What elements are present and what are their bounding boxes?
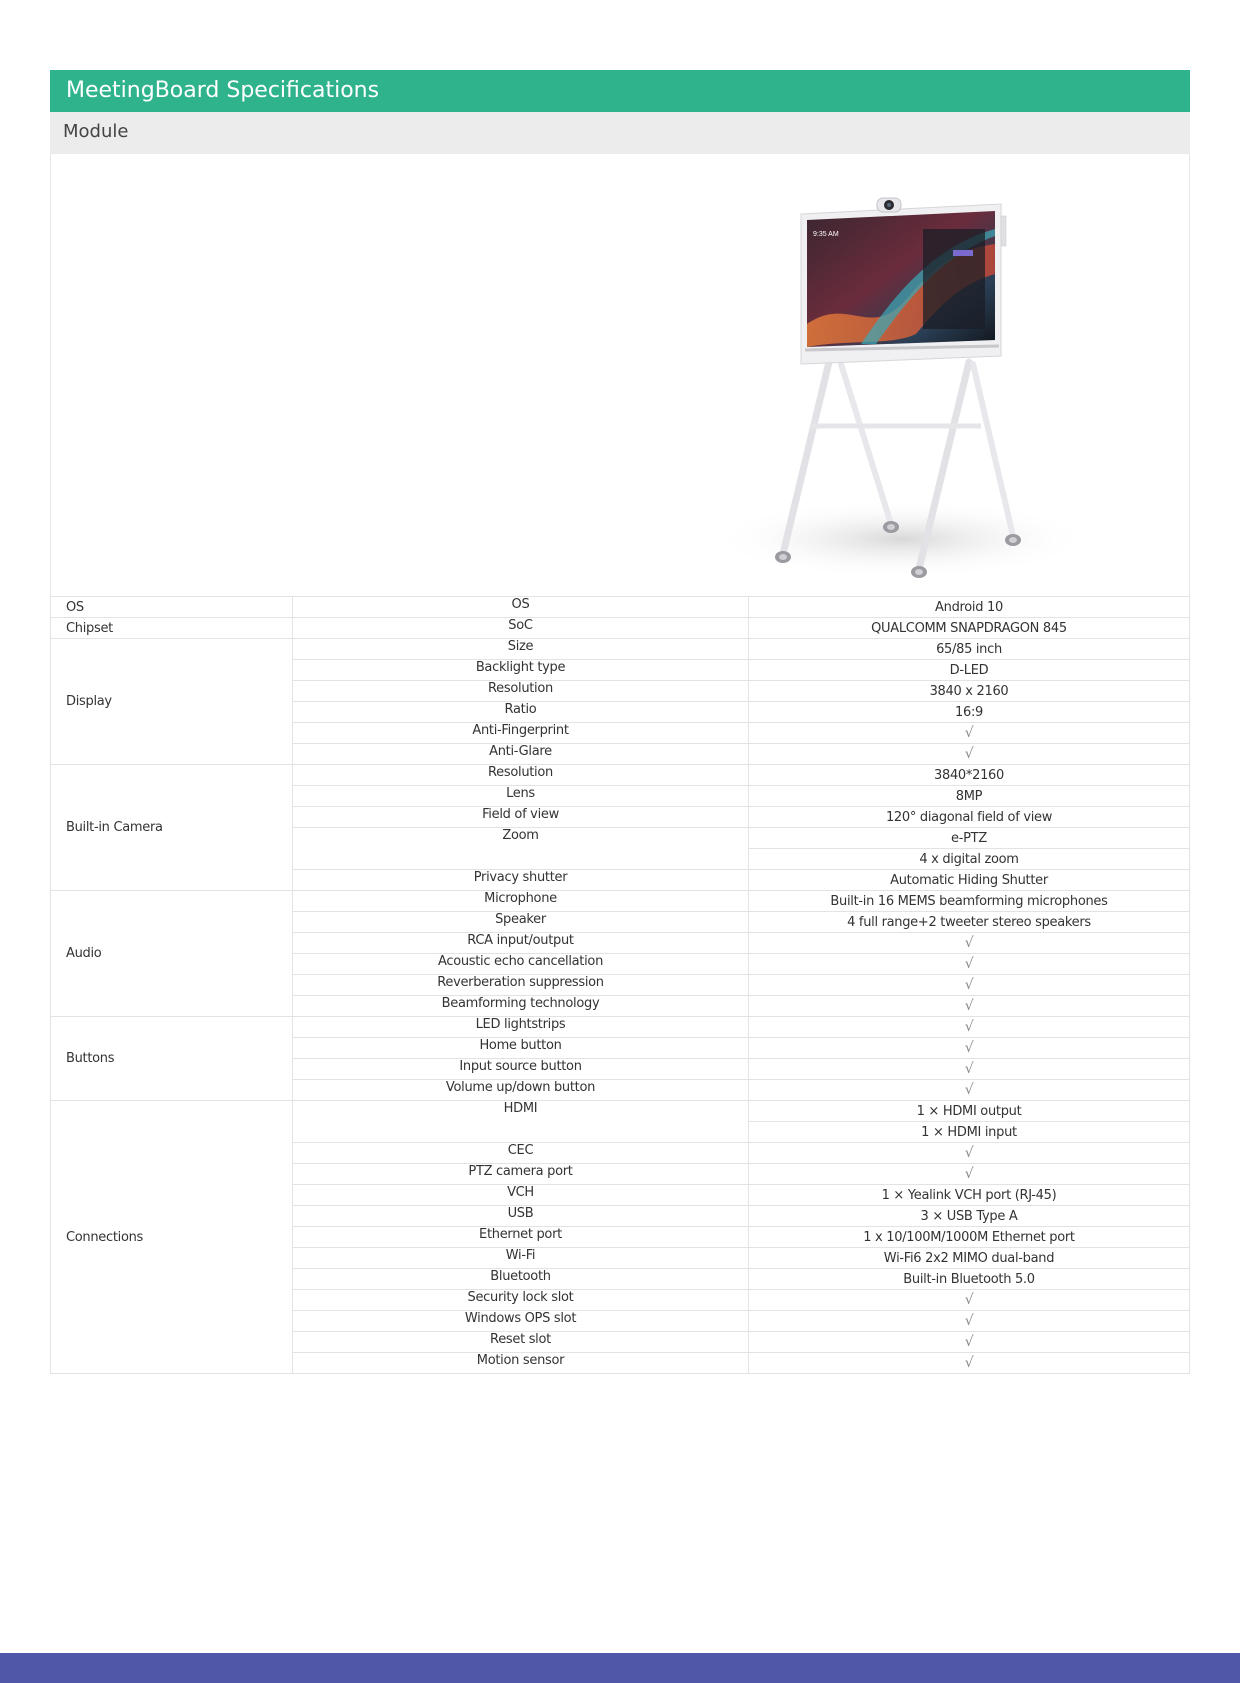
spec-value: 4 x digital zoom [749,849,1190,870]
spec-feature: Ratio [293,702,749,723]
spec-feature: Security lock slot [293,1290,749,1311]
spec-value: 120° diagonal field of view [749,807,1190,828]
check-mark-icon: √ [749,1164,1190,1185]
section-heading: Module [50,112,1190,154]
spec-feature: USB [293,1206,749,1227]
spec-value: 16:9 [749,702,1190,723]
spec-value: 1 × HDMI input [749,1122,1190,1143]
spec-row [51,891,1190,912]
spec-feature: Wi-Fi [293,1248,749,1269]
check-mark-icon: √ [749,1080,1190,1101]
check-mark-icon: √ [749,933,1190,954]
spec-value: 8MP [749,786,1190,807]
spec-row [51,618,1190,639]
spec-feature: Input source button [293,1059,749,1080]
spec-value: 4 full range+2 tweeter stereo speakers [749,912,1190,933]
spec-value: 3840*2160 [749,765,1190,786]
check-mark-icon: √ [749,723,1190,744]
spec-feature: Beamforming technology [293,996,749,1017]
check-mark-icon: √ [749,1311,1190,1332]
spec-feature: Backlight type [293,660,749,681]
spec-feature: RCA input/output [293,933,749,954]
spec-feature: Anti-Glare [293,744,749,765]
spec-value: 1 × HDMI output [749,1101,1190,1122]
check-mark-icon: √ [749,1017,1190,1038]
spec-row [51,1101,1190,1122]
svg-text:9:35 AM: 9:35 AM [813,231,839,238]
spec-feature: Lens [293,786,749,807]
spec-row [51,1017,1190,1038]
spec-category: Display [51,639,293,765]
check-mark-icon: √ [749,1143,1190,1164]
spec-value: Android 10 [749,597,1190,618]
spec-row [51,639,1190,660]
spec-feature: Volume up/down button [293,1080,749,1101]
spec-value: Built-in Bluetooth 5.0 [749,1269,1190,1290]
spec-row [51,765,1190,786]
spec-feature: Privacy shutter [293,870,749,891]
spec-value: e-PTZ [749,828,1190,849]
spec-feature: Windows OPS slot [293,1311,749,1332]
spec-value: D-LED [749,660,1190,681]
check-mark-icon: √ [749,1353,1190,1374]
spec-value: 1 × Yealink VCH port (RJ-45) [749,1185,1190,1206]
spec-feature: CEC [293,1143,749,1164]
spec-category: OS [51,597,293,618]
spec-value: 65/85 inch [749,639,1190,660]
spec-feature: LED lightstrips [293,1017,749,1038]
spec-feature: Acoustic echo cancellation [293,954,749,975]
spec-value: 3840 x 2160 [749,681,1190,702]
product-image-area [50,154,1190,596]
spec-category: Connections [51,1101,293,1374]
spec-feature: Resolution [293,765,749,786]
check-mark-icon: √ [749,744,1190,765]
check-mark-icon: √ [749,975,1190,996]
check-mark-icon: √ [749,1332,1190,1353]
spec-category: Chipset [51,618,293,639]
spec-feature: Reset slot [293,1332,749,1353]
footer-band [0,1653,1240,1683]
spec-feature: PTZ camera port [293,1164,749,1185]
meetingboard-on-stand-illustration [701,174,1121,594]
spec-category: Buttons [51,1017,293,1101]
spec-feature: HDMI [293,1101,749,1143]
spec-sheet [50,70,1190,1374]
spec-value: Wi-Fi6 2x2 MIMO dual-band [749,1248,1190,1269]
check-mark-icon: √ [749,1290,1190,1311]
spec-value: Automatic Hiding Shutter [749,870,1190,891]
spec-feature: Field of view [293,807,749,828]
spec-feature: Bluetooth [293,1269,749,1290]
spec-feature: Anti-Fingerprint [293,723,749,744]
spec-feature: Microphone [293,891,749,912]
spec-value: Built-in 16 MEMS beamforming microphones [749,891,1190,912]
spec-feature: Resolution [293,681,749,702]
spec-feature: Ethernet port [293,1227,749,1248]
spec-feature: VCH [293,1185,749,1206]
spec-feature: Speaker [293,912,749,933]
spec-value: QUALCOMM SNAPDRAGON 845 [749,618,1190,639]
check-mark-icon: √ [749,954,1190,975]
spec-feature: Motion sensor [293,1353,749,1374]
spec-feature: SoC [293,618,749,639]
check-mark-icon: √ [749,1038,1190,1059]
check-mark-icon: √ [749,996,1190,1017]
spec-row [51,597,1190,618]
spec-category: Audio [51,891,293,1017]
check-mark-icon: √ [749,1059,1190,1080]
spec-category: Built-in Camera [51,765,293,891]
page-title: MeetingBoard Specifications [50,70,1190,112]
spec-feature: Home button [293,1038,749,1059]
spec-value: 1 x 10/100M/1000M Ethernet port [749,1227,1190,1248]
spec-feature: Zoom [293,828,749,870]
spec-feature: Size [293,639,749,660]
spec-table [50,596,1190,1374]
spec-value: 3 × USB Type A [749,1206,1190,1227]
spec-feature: OS [293,597,749,618]
spec-feature: Reverberation suppression [293,975,749,996]
